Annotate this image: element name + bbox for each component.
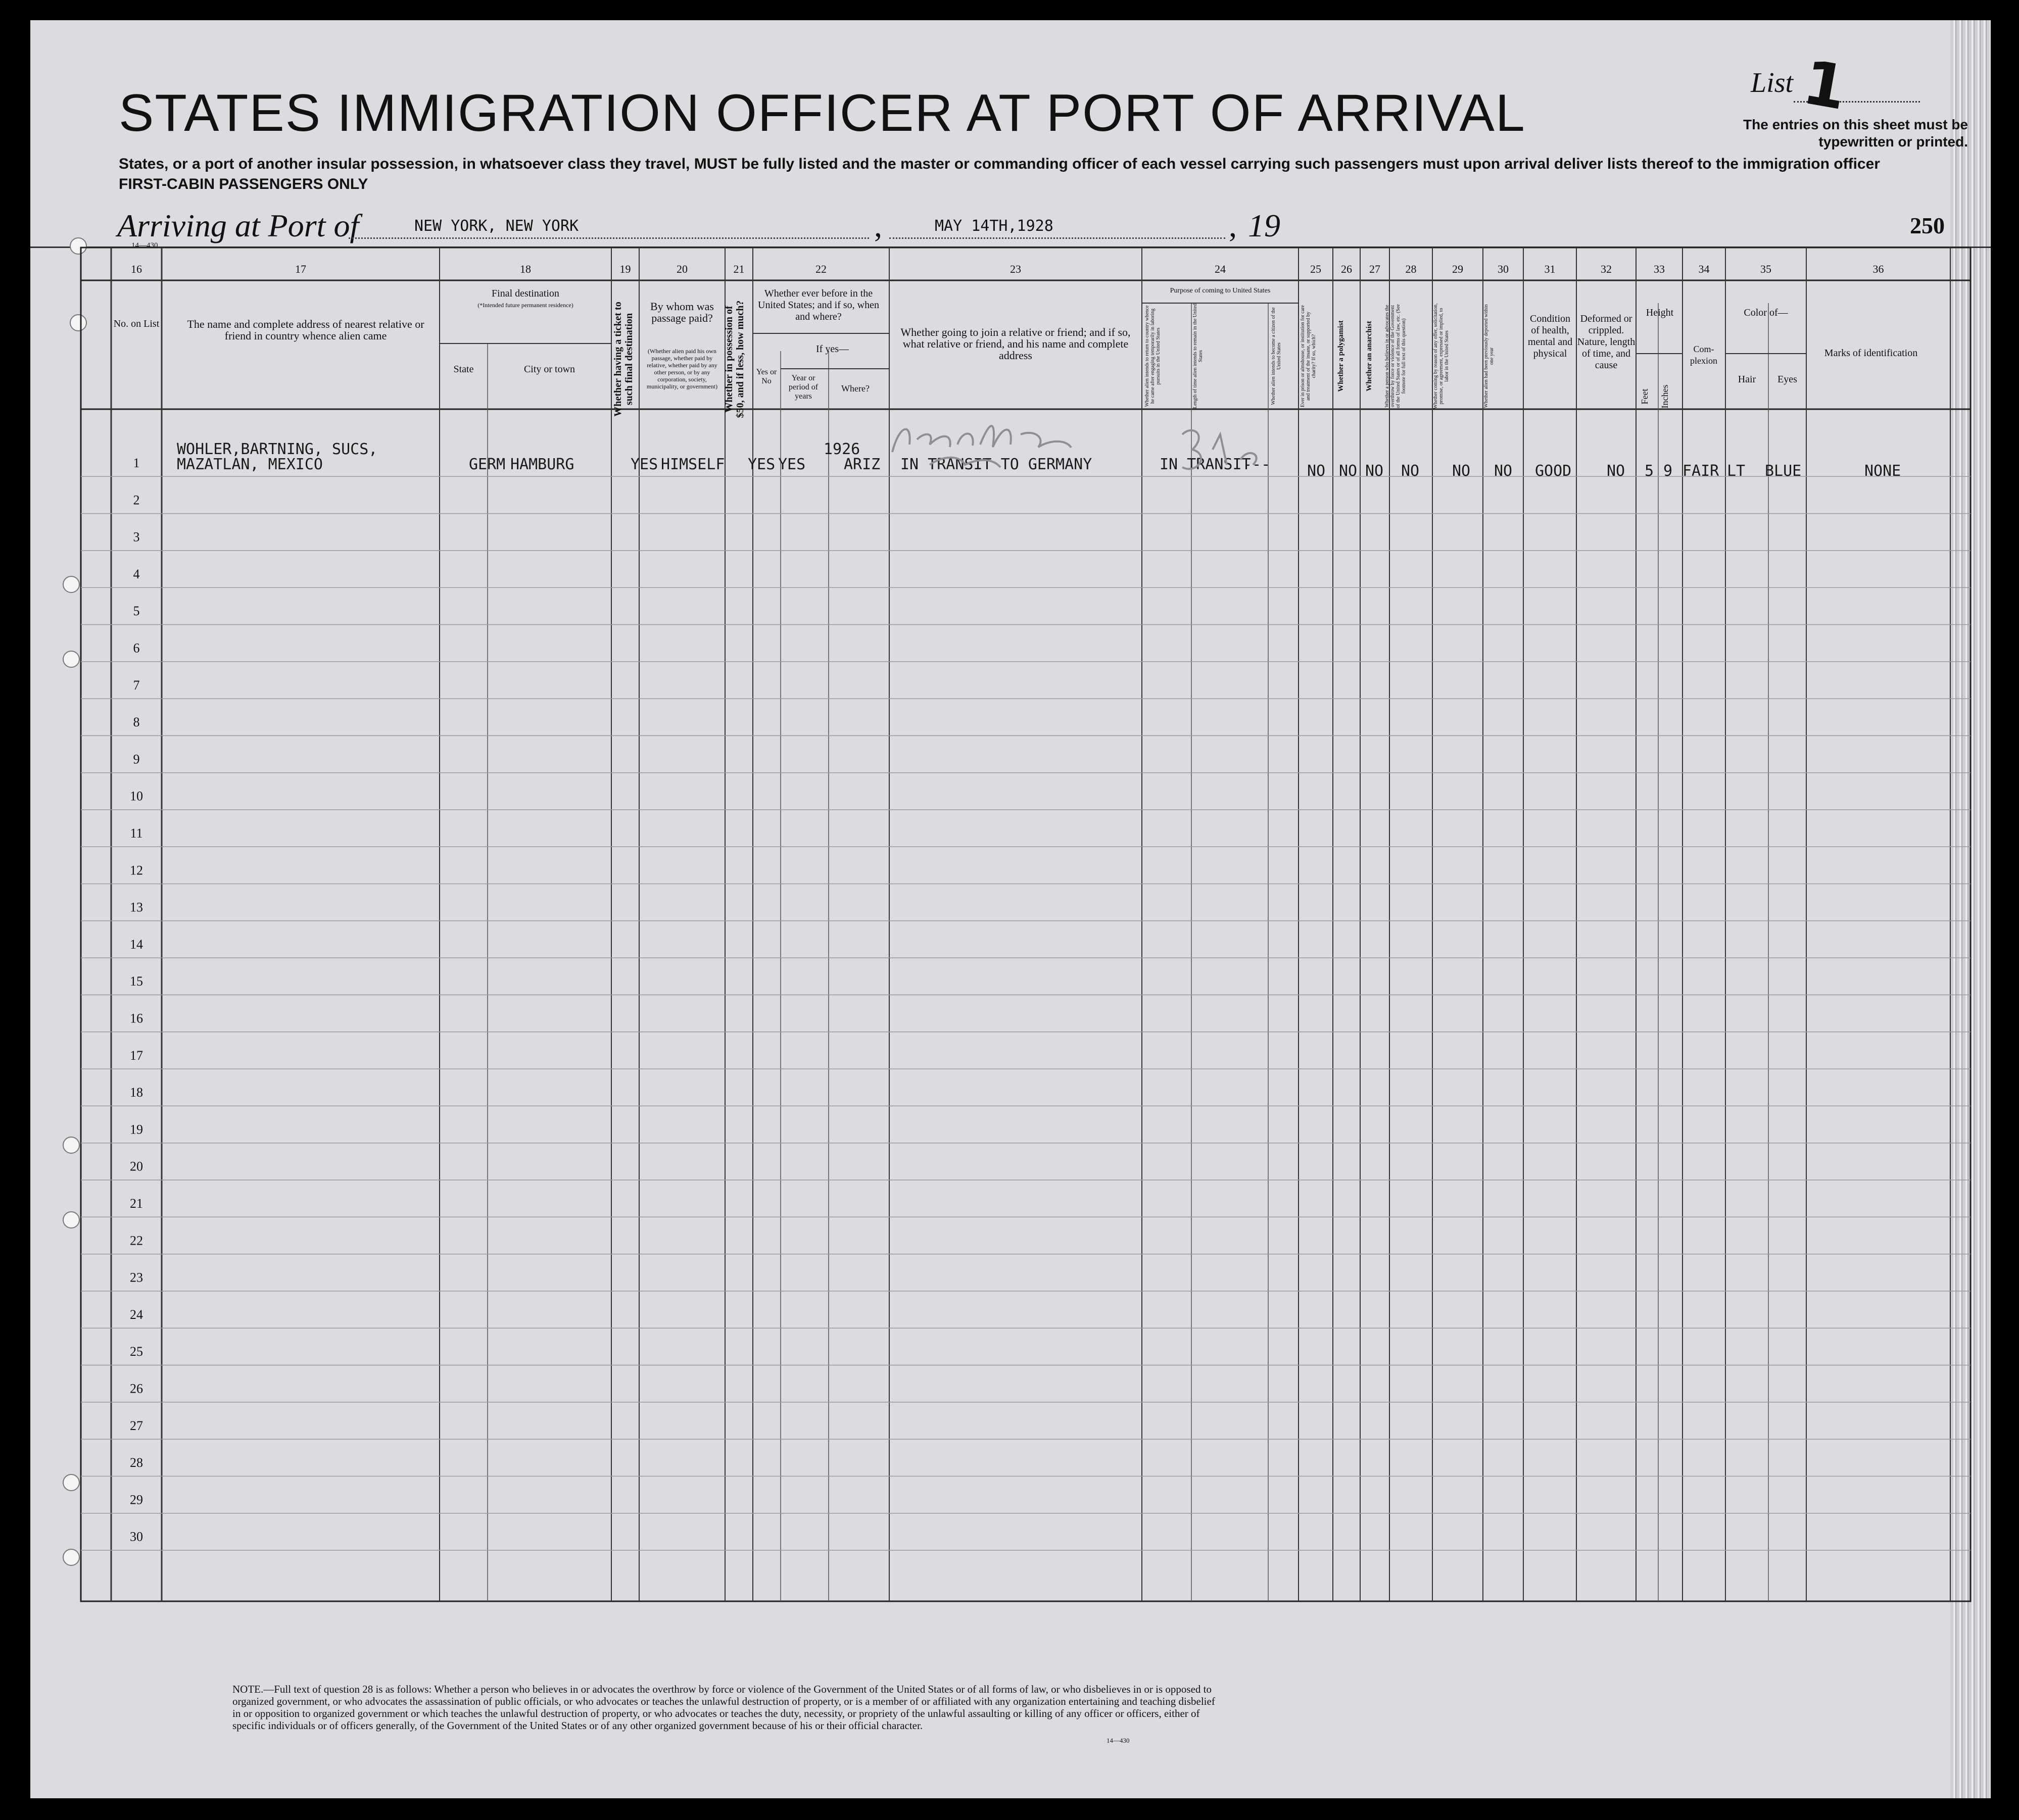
row-number: 25 [130,1344,143,1359]
row-number: 18 [130,1085,143,1100]
manifest-sheet [30,20,1991,1798]
header-color-of: Color of— [1744,307,1788,318]
column-number: 30 [1498,263,1509,275]
entry-state: GERM [469,456,506,473]
column-number: 36 [1872,263,1884,275]
row-number: 26 [130,1381,143,1396]
row-number: 5 [133,604,140,619]
entry-year: 1926 [824,440,860,458]
header-marks: Marks of identification [1824,348,1918,359]
row-number: 10 [130,789,143,804]
row-number: 8 [133,715,140,730]
column-number: 29 [1452,263,1463,275]
header-purpose-return: Whether alien intends to return to country whence he came after engaging temporarily in laboring pursuits in the United States [1144,305,1161,407]
header-final-destination: Final destination [492,288,559,299]
row-number: 7 [133,677,140,693]
entry-joining: IN TRANSIT TO GERMANY [900,456,1092,473]
column-number: 34 [1698,263,1710,275]
column-number: 21 [733,263,745,275]
column-number: 25 [1310,263,1321,275]
entry-offer: NO [1452,462,1471,480]
header-deported: Whether alien had been previously deported within one year [1483,304,1495,408]
list-number: 1 [1798,47,1852,124]
column-number: 33 [1654,263,1665,275]
entries-note: The entries on this sheet must be typewritten or printed. [1743,117,1968,150]
entry-deported: NO [1494,462,1513,480]
row-number: 6 [133,641,140,656]
entry-overthrow: NO [1401,462,1420,480]
header-feet: Feet [1640,388,1650,405]
header-ticket: Whether having a ticket to such final destination [612,302,635,417]
header-hair: Hair [1738,374,1756,385]
column-number: 28 [1405,263,1417,275]
column-number: 16 [131,263,142,275]
row-number: 13 [130,900,143,915]
row-number: 12 [130,863,143,878]
header-year-or-period: Year or period of years [788,374,819,401]
entry-feet: 5 [1645,462,1654,480]
entry-marks: NONE [1864,462,1901,480]
row-number: 19 [130,1122,143,1137]
header-anarchist: Whether an anarchist [1365,321,1373,391]
row-number: 1 [133,456,140,470]
header-relative-abroad: The name and complete address of nearest relative or friend in country whence alien came [187,318,424,342]
port-field: NEW YORK, NEW YORK [414,217,579,235]
entry-relative-line2: MAZATLAN, MEXICO [177,456,323,473]
entry-eyes: BLUE [1765,462,1802,480]
header-purpose-length: Length of time alien intends to remain in the United States [1192,304,1204,409]
header-complexion: Com-plexion [1690,344,1717,366]
column-number: 20 [677,263,688,275]
row-number: 24 [130,1307,143,1322]
row-number: 22 [130,1233,143,1248]
page-number: 250 [1910,213,1945,238]
comma: , [1229,208,1237,243]
page-title: STATES IMMIGRATION OFFICER AT PORT OF ARRIVAL [119,84,1526,142]
footnote-code: 14—430 [1107,1737,1130,1744]
header-polygamist: Whether a polygamist [1337,320,1345,392]
column-number: 31 [1544,263,1556,275]
header-overthrow: Whether a person who believes in or advocates the overthrow by force or violence of the Government of the United States or of all forms of law, etc. (See footnote for full text of this question) [1384,304,1407,408]
header-statement: States, or a port of another insular possession, in whatsoever class they travel, MUST be fully listed and the master or commanding officer of each vessel carrying such passengers must upon arrival deliver lists thereof to the immigration officer [119,156,1880,172]
row-number: 4 [133,566,140,581]
header-offer: Whether coming by reason of any offer, solicitation, promise, or agreement, expressed or implied, to labor in the United States [1433,303,1450,409]
cabin-class-label: FIRST-CABIN PASSENGERS ONLY [119,176,368,192]
form-code: 14—430 [131,241,158,250]
column-number: 27 [1369,263,1380,275]
header-joining: Whether going to join a relative or friend; and if so, what relative or friend, and his name and complete address [900,326,1131,362]
entry-fifty: YES [748,456,776,473]
header-condition: Condition of health, mental and physical [1527,313,1573,359]
entry-inches: 9 [1663,462,1673,480]
header-fifty-dollars: Whether in possession of $50, and if less, how much? [724,300,746,418]
header-eyes: Eyes [1777,374,1797,385]
row-number: 2 [133,493,140,508]
column-number: 35 [1760,263,1771,275]
entry-polygamist: NO [1339,462,1358,480]
entry-prison: NO [1307,462,1326,480]
row-number: 14 [130,937,143,952]
row-number: 28 [130,1455,143,1470]
date-field: MAY 14TH,1928 [935,217,1053,235]
arriving-label: Arriving at Port of [117,208,359,243]
row-number: 9 [133,752,140,767]
column-number: 22 [815,263,827,275]
entry-condition: GOOD [1535,462,1572,480]
header-if-yes: If yes— [816,343,849,355]
header-inches: Inches [1660,384,1670,409]
header-prison: Ever in prison or almshouse, or institution for care and treatment of the insane, or supported by charity? If so, which? [1300,305,1317,407]
column-number: 26 [1341,263,1352,275]
entry-anarchist: NO [1365,462,1384,480]
entry-deformed: NO [1607,462,1625,480]
header-passage-paid-note: (Whether alien paid his own passage, whether paid by relative, whether paid by any other person, or by any corporation, society, municipality, or government) [646,348,718,390]
entry-where: ARIZ [844,456,881,473]
row-number: 15 [130,974,143,989]
header-no-on-list: No. on List [113,318,160,329]
header-passage-paid: By whom was passage paid? [650,300,714,324]
column-number: 32 [1601,263,1612,275]
column-number: 17 [295,263,306,275]
row-number: 20 [130,1159,143,1174]
header-purpose: Purpose of coming to United States [1170,287,1271,294]
year-prefix: 19 [1248,208,1280,243]
header-city: City or town [523,364,575,375]
row-number: 17 [130,1048,143,1063]
column-number: 23 [1010,263,1021,275]
header-ever-before: Whether ever before in the United States; and if so, when and where? [758,288,879,322]
entry-relative-line1: WOHLER,BARTNING, SUCS, [177,440,378,458]
header-height: Height [1646,307,1674,318]
column-number: 24 [1215,263,1226,275]
row-number: 29 [130,1492,143,1507]
entry-ticket: YES [631,456,658,473]
header-purpose-citizen: Whether alien intends to become a citizen of the United States [1271,307,1282,405]
header-where: Where? [841,383,870,393]
row-number: 3 [133,529,140,545]
row-number: 21 [130,1196,143,1211]
row-number: 16 [130,1011,143,1026]
row-number: 27 [130,1418,143,1433]
entry-passage: HIMSELF [661,456,725,473]
row-number: 11 [130,826,143,841]
entry-hair: LT [1727,462,1746,480]
header-final-destination-note: (*Intended future permanent residence) [477,302,573,309]
header-deformed: Deformed or crippled. Nature, length of time, and cause [1577,313,1636,371]
comma: , [874,208,882,243]
row-number: 23 [130,1270,143,1285]
footnote: NOTE.—Full text of question 28 is as follows: Whether a person who believes in or advocates the overthrow by force or violence of the Government of the United States or of all forms of law, or who disbelieves in or is opposed to organized government, or who advocates the assassination of public officials, or who advocates or teaches the unlawful destruction of property, or is a member of or affiliated with any organization entertaining and teaching disbelief in or opposition to organized government or which teaches the unlawful destruction of property, or who advocates or teaches the duty, necessity, or propriety of the unlawful assaulting or killing of any officer or officers, either of specific individuals or of officers generally, of the Government of the United States or of any other organized government because of his or their official character. [232,1683,1215,1732]
list-label: List [1751,67,1794,99]
entry-ever-before: YES [778,456,806,473]
entry-purpose: IN TRANSIT [1160,456,1251,473]
row-number: 30 [130,1529,143,1544]
header-state: State [453,364,474,375]
column-number: 19 [619,263,631,275]
column-number: 18 [520,263,531,275]
entry-city: HAMBURG [510,456,574,473]
header-yes-or-no: Yes or No [756,368,777,385]
entry-complexion: FAIR [1682,462,1719,480]
manifest-grid [30,20,1991,1798]
entry-purpose-dash: --- [1243,456,1271,473]
